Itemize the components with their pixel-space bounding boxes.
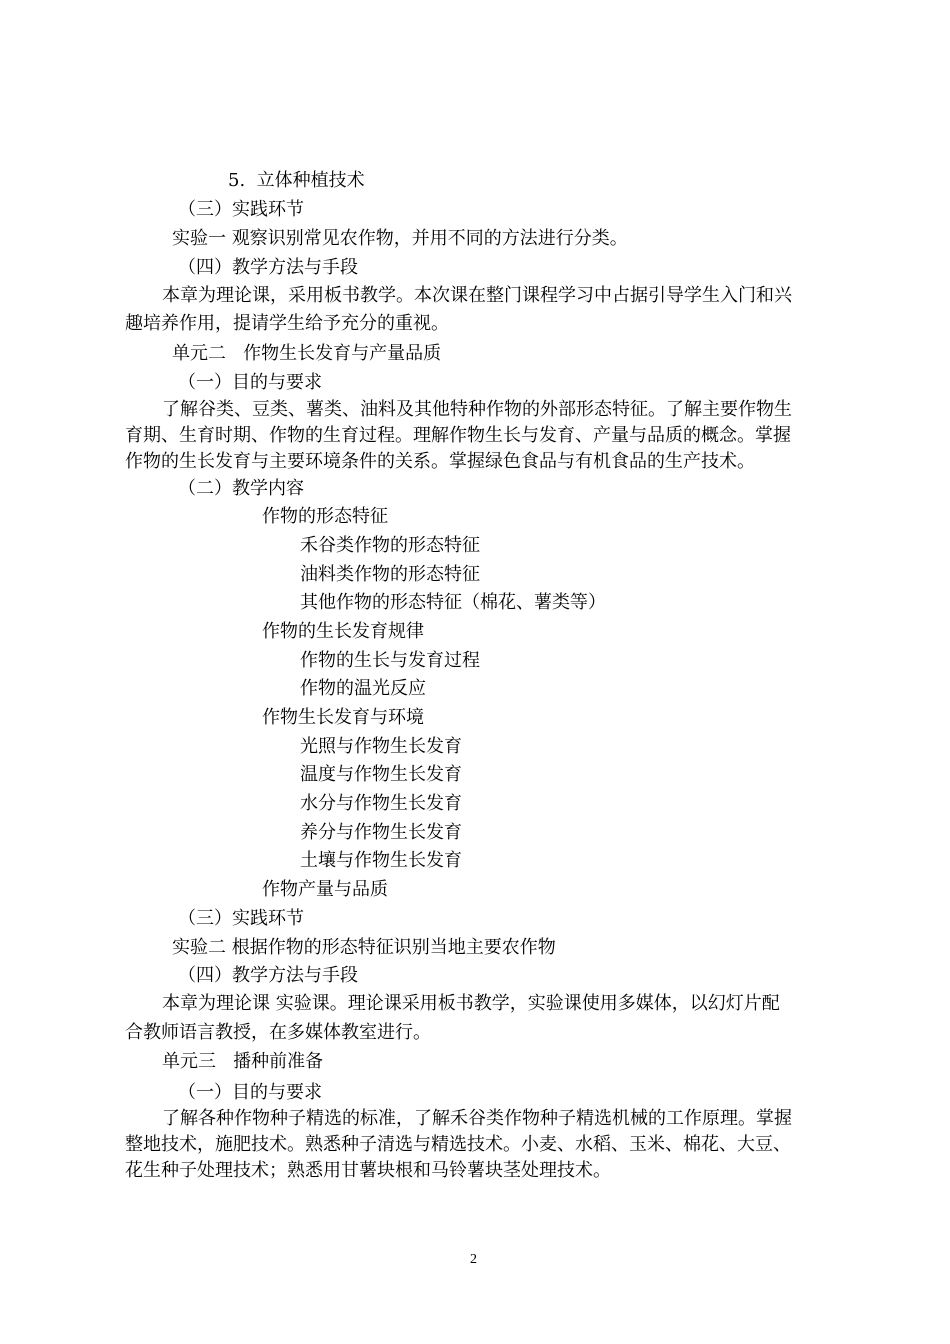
paragraph-line: 本章为理论课 实验课。理论课采用板书教学，实验课使用多媒体，以幻灯片配 <box>162 993 780 1014</box>
paragraph-line: 合教师语言教授，在多媒体教室进行。 <box>125 1022 431 1043</box>
unit-two-title: 单元二 作物生长发育与产量品质 <box>172 343 442 364</box>
paragraph-line: 趣培养作用，提请学生给予充分的重视。 <box>125 313 449 334</box>
heading-content: （二）教学内容 <box>178 478 304 499</box>
paragraph-line: 本章为理论课，采用板书教学。本次课在整门课程学习中占据引导学生入门和兴 <box>162 285 792 306</box>
outline-subitem: 温度与作物生长发育 <box>300 764 462 785</box>
outline-subitem: 光照与作物生长发育 <box>300 736 462 757</box>
outline-subitem: 其他作物的形态特征（棉花、薯类等） <box>300 592 606 613</box>
page-number: 2 <box>470 1252 477 1267</box>
paragraph-line: 整地技术，施肥技术。熟悉种子清选与精选技术。小麦、水稻、玉米、棉花、大豆、 <box>125 1134 791 1155</box>
heading-methods: （四）教学方法与手段 <box>178 965 358 986</box>
paragraph-line: 育期、生育时期、作物的生育过程。理解作物生长与发育、产量与品质的概念。掌握 <box>125 425 791 446</box>
list-item-stereo-planting: 5. 立体种植技术 <box>228 170 365 191</box>
paragraph-line: 了解谷类、豆类、薯类、油料及其他特种作物的外部形态特征。了解主要作物生 <box>162 399 792 420</box>
outline-subitem: 作物的生长与发育过程 <box>300 650 480 671</box>
experiment-two: 实验二 根据作物的形态特征识别当地主要农作物 <box>172 937 556 958</box>
outline-item: 作物的形态特征 <box>262 506 388 527</box>
unit-three-title: 单元三 播种前准备 <box>162 1051 324 1072</box>
paragraph-line: 作物的生长发育与主要环境条件的关系。掌握绿色食品与有机食品的生产技术。 <box>125 451 755 472</box>
outline-subitem: 水分与作物生长发育 <box>300 793 462 814</box>
outline-item: 作物生长发育与环境 <box>262 707 424 728</box>
experiment-one: 实验一 观察识别常见农作物，并用不同的方法进行分类。 <box>172 228 628 249</box>
outline-subitem: 作物的温光反应 <box>300 678 426 699</box>
heading-objectives: （一）目的与要求 <box>178 1082 322 1103</box>
outline-item: 作物产量与品质 <box>262 879 388 900</box>
heading-methods: （四）教学方法与手段 <box>178 257 358 278</box>
heading-practice: （三）实践环节 <box>178 908 304 929</box>
outline-subitem: 土壤与作物生长发育 <box>300 850 462 871</box>
heading-practice: （三）实践环节 <box>178 199 304 220</box>
outline-item: 作物的生长发育规律 <box>262 621 424 642</box>
outline-subitem: 养分与作物生长发育 <box>300 822 462 843</box>
heading-objectives: （一）目的与要求 <box>178 372 322 393</box>
paragraph-line: 了解各种作物种子精选的标准，了解禾谷类作物种子精选机械的工作原理。掌握 <box>162 1108 792 1129</box>
paragraph-line: 花生种子处理技术；熟悉用甘薯块根和马铃薯块茎处理技术。 <box>125 1160 611 1181</box>
outline-subitem: 禾谷类作物的形态特征 <box>300 535 480 556</box>
outline-subitem: 油料类作物的形态特征 <box>300 564 480 585</box>
